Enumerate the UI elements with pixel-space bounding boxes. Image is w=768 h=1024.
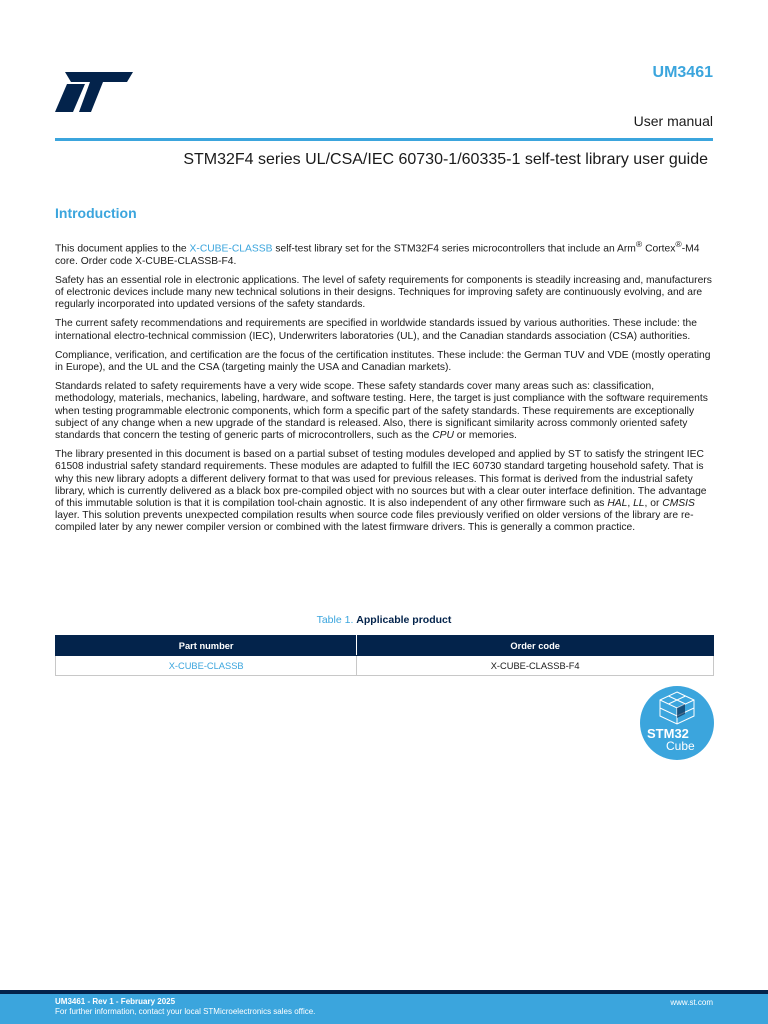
table-row — [56, 656, 714, 676]
footer-info — [55, 997, 315, 1017]
stm32cube-badge-icon — [640, 686, 714, 760]
section-heading: Introduction — [55, 205, 137, 221]
document-title: STM32F4 series UL/CSA/IEC 60730-1/60335-1 self-test library user guide — [183, 151, 708, 168]
intro-body — [55, 238, 715, 542]
intro-paragraph-5: Standards related to safety requirements have a very wide scope. These safety standards cover many areas such as: classification, methodology, materials, mechanics, labeling, hardware, and software testing. Here, the target is just compliance with the software requirements when testing programmable electronic components, which form a specific part of the safety standards. These requirements are exceptionally subject of any change when a new upgrade of the standard is released. Also, there is significant similarity across commonly oriented safety standards that concern the testing of generic parts of microcontrollers, such as the CPU or memories. — [55, 381, 708, 442]
applicable-product-table — [55, 635, 714, 676]
footer-top-rule — [0, 990, 768, 994]
header-divider — [55, 138, 713, 141]
column-header-order-code: Order code — [357, 636, 714, 656]
badge-label-stm32: STM32 — [647, 726, 689, 741]
intro-paragraph-1: This document applies to the X-CUBE-CLASSB self-test library set for the STM32F4 series microcontrollers that include an Arm® Cortex®-M4 core. Order code X-CUBE-CLASSB-F4. — [55, 239, 700, 267]
table-caption: Table 1. Applicable product — [316, 614, 452, 626]
part-number-link[interactable]: X-CUBE-CLASSB — [168, 660, 244, 671]
intro-paragraph-3: The current safety recommendations and requirements are specified in worldwide standards issued by various authorities. These include: the international electro-technical commission (IEC), Underwriters laboratories (UL), and the Canadian standards association (CSA) authorities. — [55, 318, 697, 342]
table-header-row — [56, 636, 714, 656]
intro-paragraph-4: Compliance, verification, and certification are the focus of the certification institutes. These include: the German TUV and VDE (mostly operating in Europe), and the UL and the CSA (targeting mainly the USA and Canadian markets). — [55, 349, 711, 374]
order-code-cell: X-CUBE-CLASSB-F4 — [357, 656, 714, 676]
x-cube-classb-link[interactable]: X-CUBE-CLASSB — [189, 243, 273, 255]
column-header-part-number: Part number — [56, 636, 357, 656]
st-logo-icon — [53, 68, 137, 116]
badge-label-cube: Cube — [666, 739, 695, 753]
document-type: User manual — [633, 113, 713, 129]
footer-revision: UM3461 - Rev 1 - February 2025 — [55, 997, 176, 1006]
footer-website-link[interactable]: www.st.com — [670, 998, 713, 1007]
footer-contact: For further information, contact your local STMicroelectronics sales office. — [55, 1007, 316, 1016]
intro-paragraph-2: Safety has an essential role in electronic applications. The level of safety requirements for components is steadily increasing and, manufacturers of electronic devices include many new technical solutions in their designs. Techniques for improving safety are continuously evolving, and are regularly incorporated into updated versions of the safety standards. — [55, 274, 712, 311]
document-id: UM3461 — [652, 64, 713, 81]
intro-paragraph-6: The library presented in this document is based on a partial subset of testing modules developed and applied by ST to satisfy the stringent IEC 61508 industrial safety standard requirements. These modules are adapted to fulfill the IEC 60730 standard targeting household safety. That is why this new library adopts a different delivery format to that was used for previous releases. This format is derived from the industrial safety library, which is currently delivered as a black box pre-compiled object with no sources but with a clear outer interface definition. The advantage of this immutable solution is that it is compilation tool-chain agnostic. It is also independent of any other firmware such as HAL, LL, or CMSIS layer. This solution prevents unexpected compilation results when source code files previously verified on older versions of the library are re-compiled later by any newer compiler version or combined with the latest firmware drivers. This is generally a common practice. — [55, 449, 707, 534]
